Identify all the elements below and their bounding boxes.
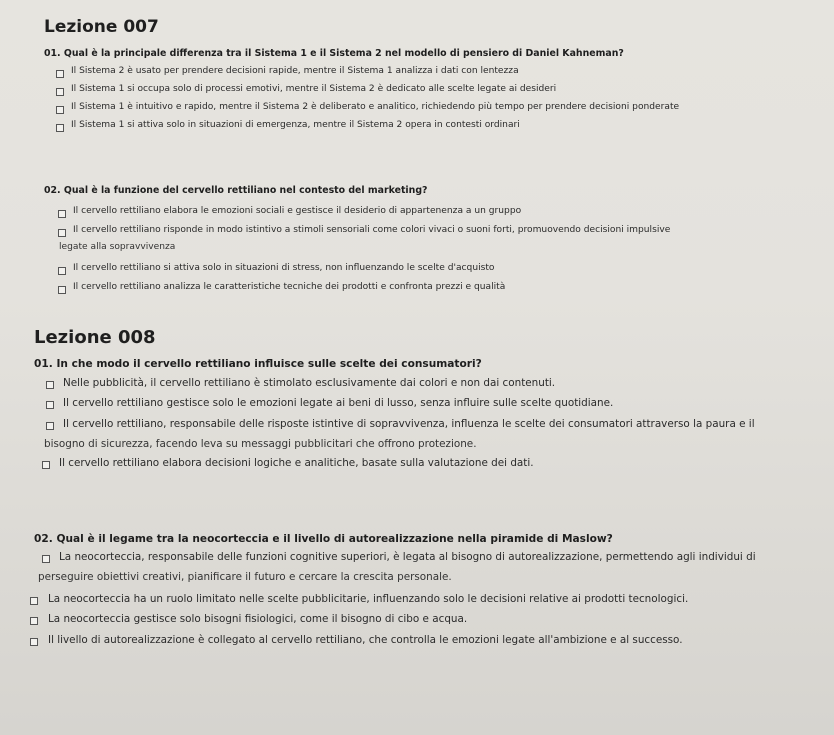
lesson-title: Lezione 008	[34, 327, 156, 348]
checkbox-icon[interactable]	[56, 88, 64, 96]
option-text-continued: bisogno di sicurezza, facendo leva su messaggi pubblicitari che offrono protezione.	[44, 438, 477, 450]
option-text: La neocorteccia, responsabile delle funzioni cognitive superiori, è legata al bisogno di autorealizzazione, permettendo agli individui di	[59, 551, 756, 563]
option-text-continued: perseguire obiettivi creativi, pianificare il futuro e cercare la crescita personale.	[38, 571, 452, 583]
option-text-continued: legate alla sopravvivenza	[59, 242, 176, 252]
checkbox-icon[interactable]	[30, 617, 38, 625]
option-text: Nelle pubblicità, il cervello rettiliano è stimolato esclusivamente dai colori e non dai contenuti.	[63, 377, 556, 389]
option-text: Il cervello rettiliano analizza le caratteristiche tecniche dei prodotti e confronta prezzi e qualità	[73, 282, 506, 292]
checkbox-icon[interactable]	[42, 461, 50, 469]
option-text: Il livello di autorealizzazione è collegato al cervello rettiliano, che controlla le emozioni legate all'ambizione e al successo.	[48, 634, 683, 646]
checkbox-icon[interactable]	[42, 555, 50, 563]
question-text: 01. In che modo il cervello rettiliano influisce sulle scelte dei consumatori?	[34, 358, 482, 370]
option-text: La neocorteccia ha un ruolo limitato nelle scelte pubblicitarie, influenzando solo le decisioni relative ai prodotti tecnologici.	[48, 593, 689, 605]
checkbox-icon[interactable]	[56, 124, 64, 132]
checkbox-icon[interactable]	[58, 286, 66, 294]
option-text: La neocorteccia gestisce solo bisogni fisiologici, come il bisogno di cibo e acqua.	[48, 613, 468, 625]
option-text: Il cervello rettiliano gestisce solo le emozioni legate ai beni di lusso, senza influire sulle scelte quotidiane.	[63, 397, 614, 409]
checkbox-icon[interactable]	[56, 106, 64, 114]
option-text: Il Sistema 2 è usato per prendere decisioni rapide, mentre il Sistema 1 analizza i dati con lentezza	[71, 66, 519, 76]
option-text: Il cervello rettiliano si attiva solo in situazioni di stress, non influenzando le scelte d'acquisto	[73, 263, 495, 273]
checkbox-icon[interactable]	[46, 422, 54, 430]
option-text: Il Sistema 1 si occupa solo di processi emotivi, mentre il Sistema 2 è dedicato alle scelte legate ai desideri	[71, 84, 557, 94]
checkbox-icon[interactable]	[46, 381, 54, 389]
option-text: Il Sistema 1 è intuitivo e rapido, mentre il Sistema 2 è deliberato e analitico, richiedendo più tempo per prendere decisioni ponderate	[71, 102, 680, 112]
checkbox-icon[interactable]	[58, 229, 66, 237]
checkbox-icon[interactable]	[56, 70, 64, 78]
question-text: 02. Qual è la funzione del cervello rettiliano nel contesto del marketing?	[44, 185, 428, 196]
lesson-title: Lezione 007	[44, 17, 159, 37]
option-text: Il Sistema 1 si attiva solo in situazioni di emergenza, mentre il Sistema 2 opera in contesti ordinari	[71, 120, 520, 130]
option-text: Il cervello rettiliano elabora le emozioni sociali e gestisce il desiderio di appartenenza a un gruppo	[73, 206, 522, 216]
checkbox-icon[interactable]	[58, 267, 66, 275]
question-text: 01. Qual è la principale differenza tra il Sistema 1 e il Sistema 2 nel modello di pensiero di Daniel Kahneman?	[44, 48, 624, 59]
question-text: 02. Qual è il legame tra la neocorteccia e il livello di autorealizzazione nella piramide di Maslow?	[34, 533, 613, 545]
option-text: Il cervello rettiliano, responsabile delle risposte istintive di sopravvivenza, influenza le scelte dei consumatori attraverso la paura e il	[63, 418, 755, 430]
option-text: Il cervello rettiliano elabora decisioni logiche e analitiche, basate sulla valutazione dei dati.	[59, 457, 534, 469]
checkbox-icon[interactable]	[30, 638, 38, 646]
option-text: Il cervello rettiliano risponde in modo istintivo a stimoli sensoriali come colori vivaci o suoni forti, promuovendo decisioni impulsive	[73, 225, 671, 235]
checkbox-icon[interactable]	[58, 210, 66, 218]
checkbox-icon[interactable]	[30, 597, 38, 605]
checkbox-icon[interactable]	[46, 401, 54, 409]
